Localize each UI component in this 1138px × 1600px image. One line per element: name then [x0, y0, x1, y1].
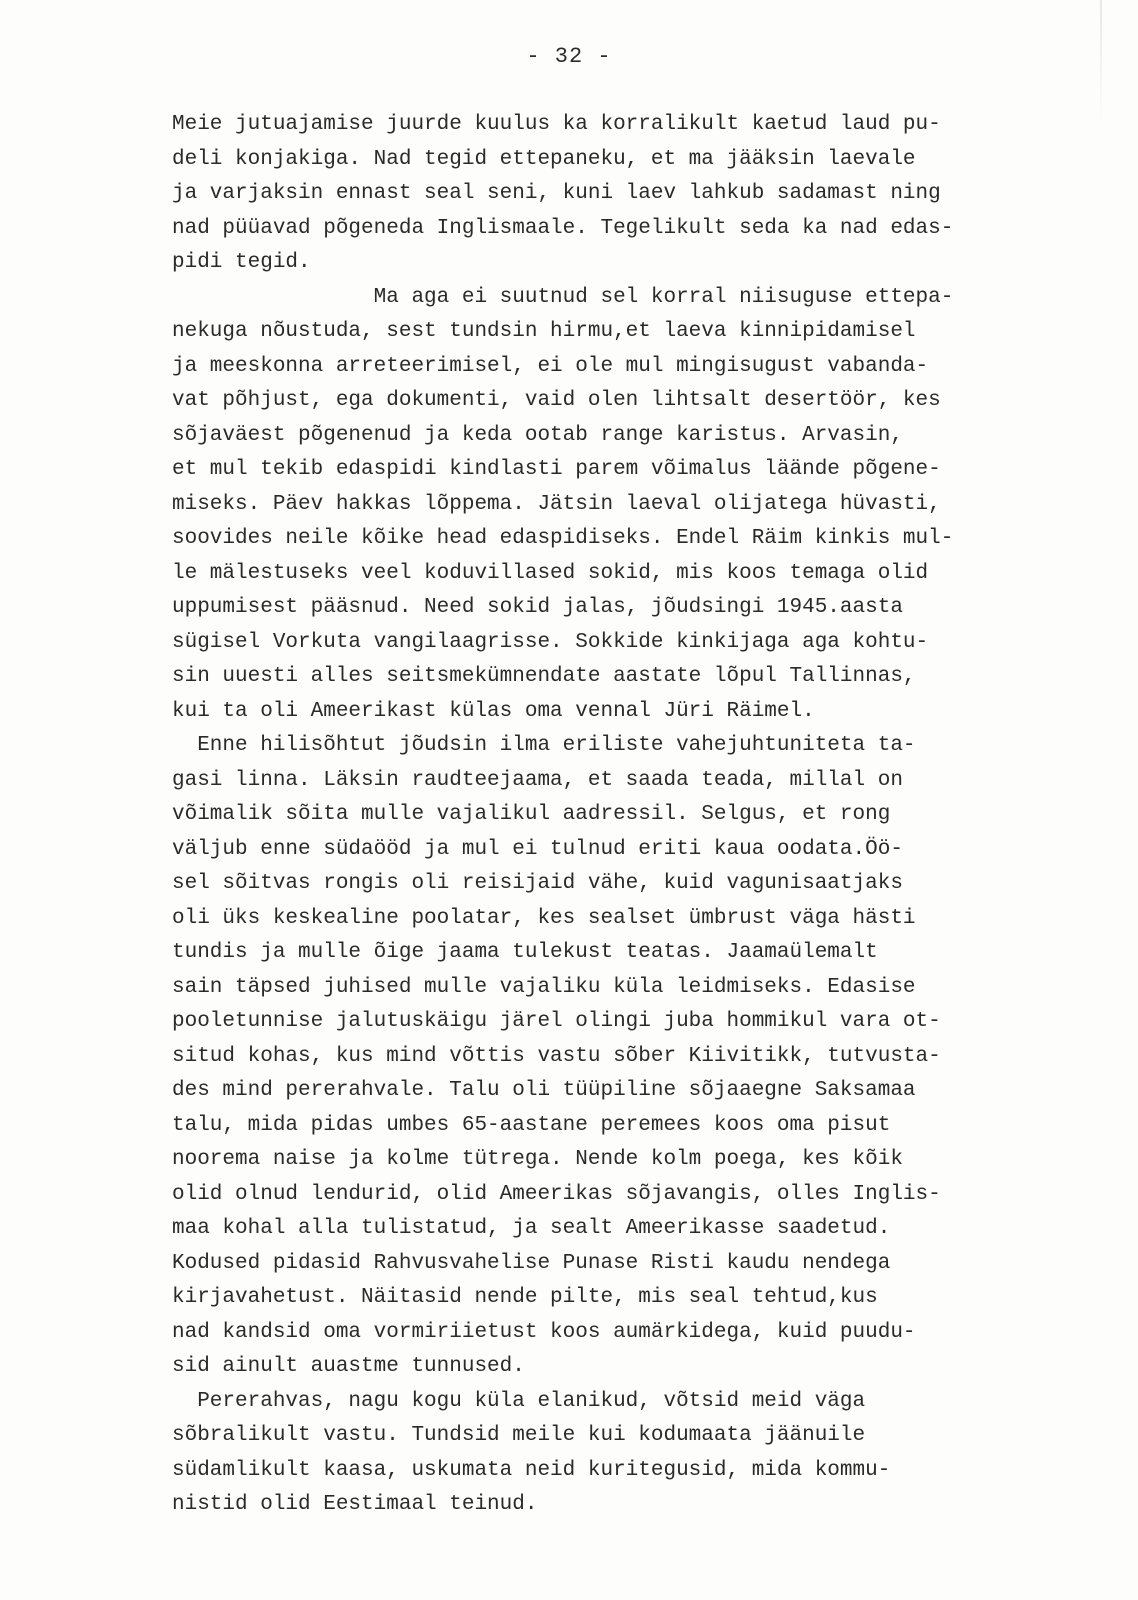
text-line: situd kohas, kus mind võttis vastu sõber Kiivitikk, tutvusta- [172, 1044, 941, 1068]
text-line: des mind pererahvale. Talu oli tüüpiline sõjaaegne Saksamaa [172, 1079, 916, 1102]
text-line: ja meeskonna arreteerimisel, ei ole mul mingisugust vabanda- [172, 354, 929, 378]
text-line: maa kohal alla tulistatud, ja sealt Ameerikasse saadetud. [172, 1217, 891, 1240]
text-line: deli konjakiga. Nad tegid ettepaneku, et ma jääksin laevale [172, 147, 916, 171]
text-line: pidi tegid. [172, 251, 311, 274]
text-line: sel sõitvas rongis oli reisijaid vähe, kuid vagunisaatjaks [172, 872, 903, 895]
text-line: nekuga nõustuda, sest tundsin hirmu,et laeva kinnipidamisel [172, 320, 916, 343]
text-line: nad kandsid oma vormiriietust koos aumärkidega, kuid puudu- [172, 1320, 916, 1344]
page-number: - 32 - [526, 44, 612, 69]
text-line: olid olnud lendurid, olid Ameerikas sõjavangis, olles Inglis- [172, 1182, 941, 1206]
text-line: soovides neile kõike head edaspidiseks. Endel Räim kinkis mul- [172, 527, 954, 550]
text-line: sin uuesti alles seitsmekümnendate aastate lõpul Tallinnas, [172, 665, 916, 688]
text-line: Ma aga ei suutnud sel korral niisuguse ettepa- [172, 285, 954, 309]
text-line: et mul tekib edaspidi kindlasti parem võimalus läände põgene- [172, 458, 941, 481]
text-line: vat põhjust, ega dokumenti, vaid olen lihtsalt desertöör, kes [172, 389, 941, 412]
body-text [172, 108, 1052, 1523]
text-line: Kodused pidasid Rahvusvahelise Punase Risti kaudu nendega [172, 1251, 891, 1275]
text-line: sid ainult auastme tunnused. [172, 1355, 525, 1378]
text-line: südamlikult kaasa, uskumata neid kuritegusid, mida kommu- [172, 1458, 891, 1482]
text-line: kirjavahetust. Näitasid nende pilte, mis seal tehtud,kus [172, 1286, 878, 1309]
text-line: oli üks keskealine poolatar, kes sealset ümbrust väga hästi [172, 906, 916, 930]
text-line: le mälestuseks veel koduvillased sokid, mis koos temaga olid [172, 561, 929, 585]
text-line: ja varjaksin ennast seal seni, kuni laev lahkub sadamast ning [172, 182, 941, 205]
text-line: noorema naise ja kolme tütrega. Nende kolm poega, kes kõik [172, 1148, 903, 1171]
text-line: pooletunnise jalutuskäigu järel olingi juba hommikul vara ot- [172, 1010, 941, 1033]
text-line: sain täpsed juhised mulle vajaliku küla leidmiseks. Edasise [172, 975, 916, 999]
text-line: Pererahvas, nagu kogu küla elanikud, võtsid meid väga [172, 1389, 866, 1413]
text-line: miseks. Päev hakkas lõppema. Jätsin laeval olijatega hüvasti, [172, 492, 941, 516]
text-line: nistid olid Eestimaal teinud. [172, 1493, 538, 1516]
text-line: sügisel Vorkuta vangilaagrisse. Sokkide kinkijaga aga kohtu- [172, 630, 929, 654]
text-line: Meie jutuajamise juurde kuulus ka korralikult kaetud laud pu- [172, 113, 941, 136]
text-line: uppumisest pääsnud. Need sokid jalas, jõudsingi 1945.aasta [172, 596, 903, 619]
text-line: tundis ja mulle õige jaama tulekust teatas. Jaamaülemalt [172, 941, 878, 964]
text-line: väljub enne südaööd ja mul ei tulnud eriti kaua oodata.Öö- [172, 837, 903, 861]
text-line: võimalik sõita mulle vajalikul aadressil. Selgus, et rong [172, 803, 891, 826]
text-line: nad püüavad põgeneda Inglismaale. Tegelikult seda ka nad edas- [172, 216, 954, 240]
text-line: Enne hilisõhtut jõudsin ilma eriliste vahejuhtuniteta ta- [172, 734, 916, 757]
text-line: sõjaväest põgenenud ja keda ootab range karistus. Arvasin, [172, 423, 903, 447]
text-line: gasi linna. Läksin raudteejaama, et saada teada, millal on [172, 768, 903, 792]
text-line: kui ta oli Ameerikast külas oma vennal Jüri Räimel. [172, 699, 815, 723]
paper-edge-mark [1100, 0, 1102, 140]
text-line: talu, mida pidas umbes 65-aastane peremees koos oma pisut [172, 1113, 891, 1137]
text-line: sõbralikult vastu. Tundsid meile kui kodumaata jäänuile [172, 1424, 866, 1447]
